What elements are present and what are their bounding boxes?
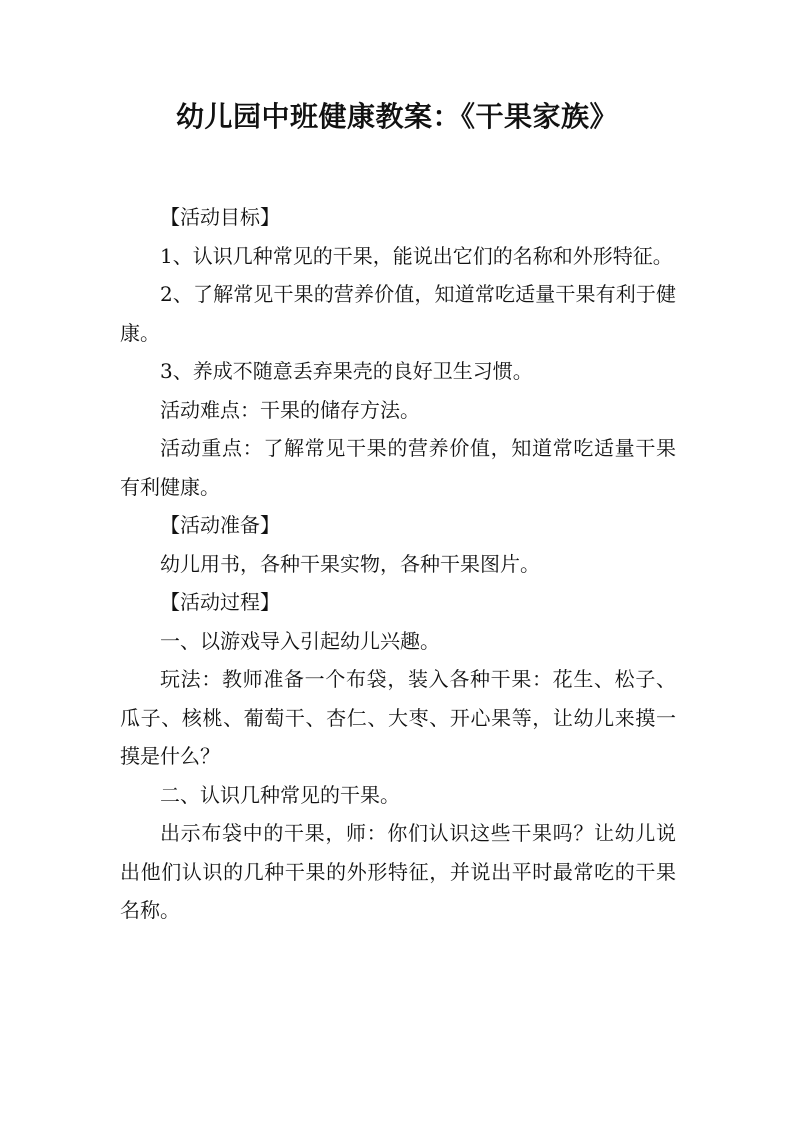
game-rules-paragraph: 玩法：教师准备一个布袋，装入各种干果：花生、松子、瓜子、核桃、葡萄干、杏仁、大枣、开心果等，让幼儿来摸一摸是什么？	[120, 667, 676, 768]
preparation-paragraph: 幼儿用书，各种干果实物，各种干果图片。	[160, 551, 540, 576]
document-title: 幼儿园中班健康教案：《干果家族》	[175, 100, 618, 133]
difficulty-paragraph: 活动难点：干果的储存方法。	[160, 397, 420, 422]
section-heading-goals: 【活动目标】	[160, 205, 280, 229]
section-heading-preparation: 【活动准备】	[160, 513, 280, 537]
process-step-1: 一、以游戏导入引起幼儿兴趣。	[160, 628, 440, 653]
section-heading-process: 【活动过程】	[160, 590, 280, 614]
process-step-2: 二、认识几种常见的干果。	[160, 782, 400, 807]
key-point-paragraph: 活动重点：了解常见干果的营养价值，知道常吃适量干果有利健康。	[120, 436, 676, 499]
goal-item-1: 1、认识几种常见的干果，能说出它们的名称和外形特征。	[160, 243, 673, 268]
document-body	[120, 198, 676, 930]
goal-item-2: 2、了解常见干果的营养价值，知道常吃适量干果有利于健康。	[120, 282, 676, 345]
goal-item-3: 3、养成不随意丢弃果壳的良好卫生习惯。	[160, 359, 533, 383]
show-nuts-paragraph: 出示布袋中的干果，师：你们认识这些干果吗？让幼儿说出他们认识的几种干果的外形特征，并说出平时最常吃的干果名称。	[120, 821, 676, 922]
